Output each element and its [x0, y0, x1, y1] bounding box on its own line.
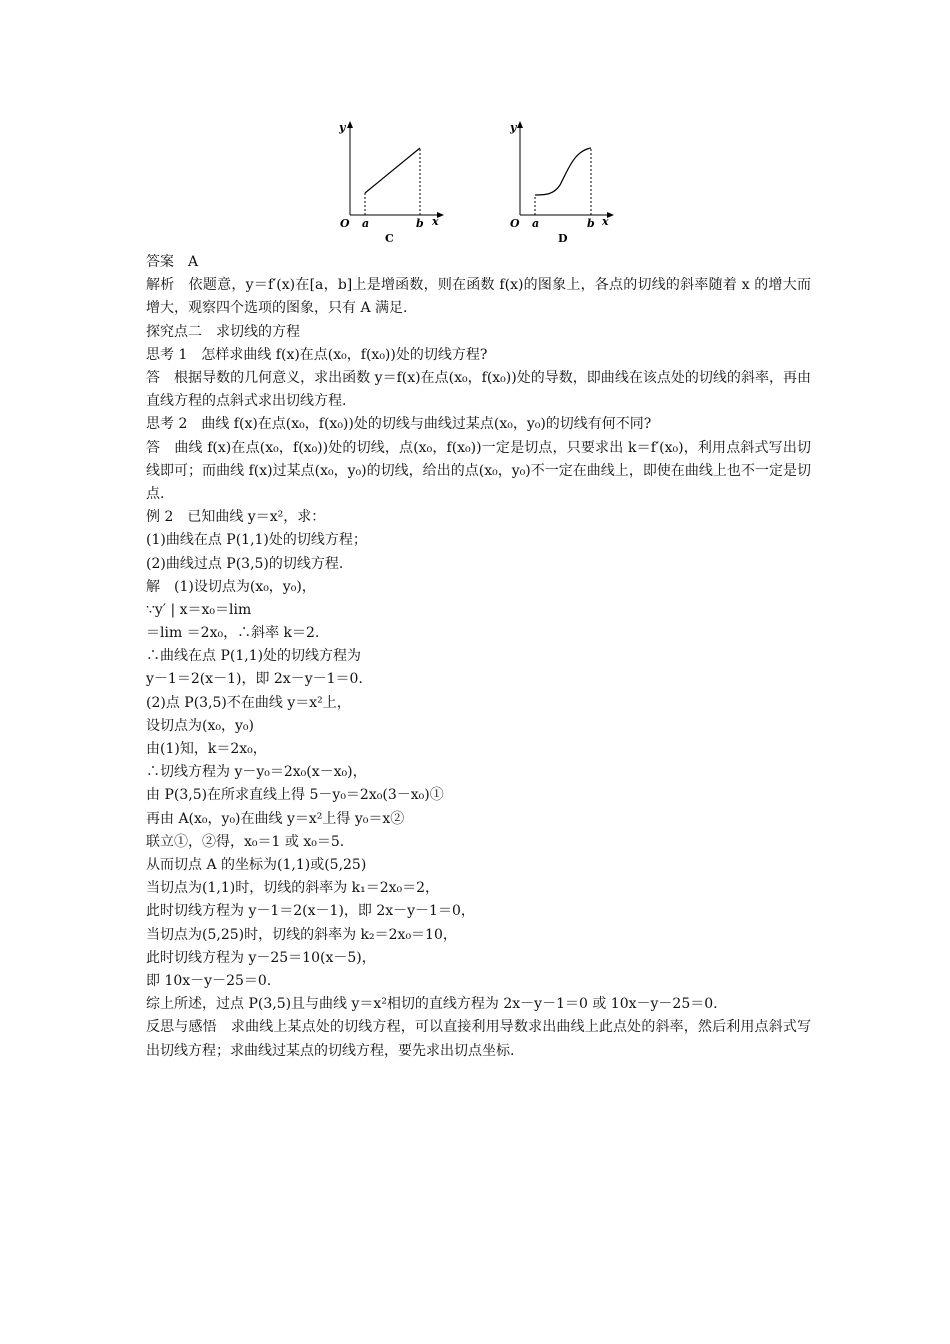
example-2-part-2: (2)曲线过点 P(3,5)的切线方程.	[146, 555, 344, 572]
solution-line: 当切点为(1,1)时，切线的斜率为 k₁＝2x₀＝2，	[146, 880, 440, 897]
answer-line: 答案 A	[146, 254, 199, 270]
solution-line: ∴曲线在点 P(1,1)处的切线方程为	[146, 648, 362, 665]
solution-line: 即 10x－y－25＝0.	[146, 972, 272, 989]
y-axis-label: y	[339, 121, 346, 134]
y-axis-arrow	[517, 121, 523, 128]
solution-line: (2)点 P(3,5)不在曲线 y＝x²上，	[146, 694, 351, 711]
think-2-question: 思考 2 曲线 f(x)在点(x₀，f(x₀))处的切线与曲线过某点(x₀，y₀)的切线有何不同?	[146, 416, 652, 433]
a-label: a	[362, 217, 370, 230]
figure-caption: C	[385, 232, 394, 245]
figure-d	[502, 115, 622, 245]
solution-line: 从而切点 A 的坐标为(1,1)或(5,25)	[146, 856, 367, 873]
b-label: b	[587, 217, 595, 230]
think-1-answer: 答 根据导数的几何意义，求出函数 y＝f(x)在点(x₀，f(x₀))处的导数，即曲线在该点处的切线的斜率，再由直线方程的点斜式求出切线方程.	[146, 369, 811, 410]
curve-c	[365, 148, 420, 193]
solution-line: 由(1)知，k＝2x₀，	[146, 741, 267, 758]
answer-option-figures	[330, 115, 630, 250]
y-axis-label: y	[510, 121, 517, 134]
x-axis-label: x	[432, 215, 439, 228]
figure-c	[330, 115, 450, 245]
y-axis-arrow	[347, 121, 353, 128]
example-2-title: 例 2 已知曲线 y＝x²，求：	[146, 509, 326, 526]
origin-label: O	[340, 217, 350, 230]
solution-line: 此时切线方程为 y－1＝2(x－1)，即 2x－y－1＝0，	[146, 903, 475, 920]
a-label: a	[532, 217, 540, 230]
think-2-answer: 答 曲线 f(x)在点(x₀，f(x₀))处的切线，点(x₀，f(x₀))一定是切点，只要求出 k＝f′(x₀)，利用点斜式写出切线即可；而曲线 f(x)过某点(x₀，y₀)的切线，给出的点(x₀，y₀)不一定在曲线上，即使在曲线上也不一定是切点.	[146, 439, 811, 502]
origin-label: O	[510, 217, 520, 230]
solution-line: 联立①，②得，x₀＝1 或 x₀＝5.	[146, 833, 345, 850]
think-1-question: 思考 1 怎样求曲线 f(x)在点(x₀，f(x₀))处的切线方程?	[146, 346, 488, 363]
analysis-paragraph: 解析 依题意，y＝f′(x)在[a，b]上是增函数，则在函数 f(x)的图象上，各点的切线的斜率随着 x 的增大而增大，观察四个选项的图象，只有 A 满足.	[146, 277, 811, 317]
x-axis-label: x	[602, 215, 609, 228]
figure-caption: D	[558, 232, 568, 245]
solution-line: 再由 A(x₀，y₀)在曲线 y＝x²上得 y₀＝x②	[146, 810, 405, 827]
reflection-paragraph: 反思与感悟 求曲线上某点处的切线方程，可以直接利用导数求出曲线上此点处的斜率，然后利用点斜式写出切线方程；求曲线过某点的切线方程，要先求出切点坐标.	[146, 1019, 811, 1059]
solution-line: y－1＝2(x－1)，即 2x－y－1＝0.	[146, 671, 363, 688]
solution-line: 此时切线方程为 y－25＝10(x－5)，	[146, 949, 376, 966]
solution-line: 由 P(3,5)在所求直线上得 5－y₀＝2x₀(3－x₀)①	[146, 787, 444, 804]
document-body	[146, 251, 811, 1063]
solution-line: 当切点为(5,25)时，切线的斜率为 k₂＝2x₀＝10，	[146, 926, 457, 943]
solution-line: 解 (1)设切点为(x₀，y₀)，	[146, 578, 316, 595]
solution-line: ＝lim ＝2x₀，∴斜率 k＝2.	[146, 625, 320, 642]
solution-line: ∵y′ | x＝x₀＝lim	[146, 601, 252, 618]
curve-d	[535, 148, 591, 195]
example-2-part-1: (1)曲线在点 P(1,1)处的切线方程；	[146, 532, 367, 549]
solution-line: ∴切线方程为 y－y₀＝2x₀(x－x₀)，	[146, 764, 367, 781]
b-label: b	[416, 217, 424, 230]
section-heading: 探究点二 求切线的方程	[146, 323, 300, 340]
solution-line: 设切点为(x₀，y₀)	[146, 717, 254, 734]
summary-line: 综上所述，过点 P(3,5)且与曲线 y＝x²相切的直线方程为 2x－y－1＝0 或 10x－y－25＝0.	[146, 996, 718, 1013]
